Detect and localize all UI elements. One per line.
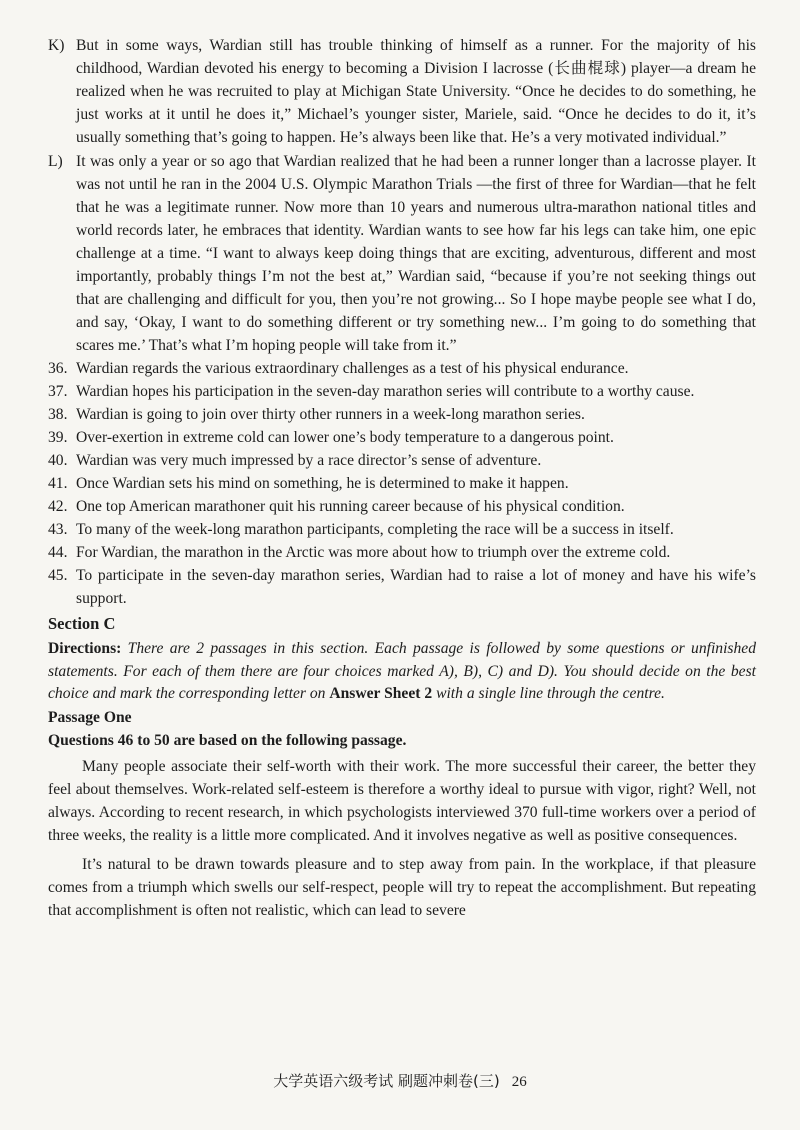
question-text: Wardian regards the various extraordinary challenges as a test of his physical endurance. (76, 360, 629, 377)
passage-paragraph: Many people associate their self-worth with their work. The more successful their career, the better they feel about themselves. Work-related self-esteem is therefore a worthy ideal to pursue with vigor, right? Well, not always. According to recent research, in which psychologists interviewed 370 full-time workers over a period of three weeks, the reality is a little more complicated. And it involves negative as well as positive consequences. (48, 757, 756, 844)
question-text: Over-exertion in extreme cold can lower one’s body temperature to a dangerous point. (76, 429, 614, 446)
question-number: 44. (48, 544, 68, 561)
page-footer (0, 1070, 800, 1091)
answer-sheet-label: Answer Sheet 2 (329, 685, 433, 702)
question-item (48, 518, 756, 541)
question-number: 37. (48, 383, 68, 400)
question-text: To participate in the seven-day marathon series, Wardian had to raise a lot of money and have his wife’s support. (76, 567, 756, 607)
question-text: One top American marathoner quit his running career because of his physical condition. (76, 498, 625, 515)
question-number: 40. (48, 452, 68, 469)
question-item (48, 495, 756, 518)
page-content (48, 34, 756, 928)
page-number: 26 (511, 1074, 527, 1090)
question-number: 45. (48, 567, 68, 584)
question-item (48, 357, 756, 380)
directions-label: Directions: (48, 640, 122, 657)
question-text: For Wardian, the marathon in the Arctic was more about how to triumph over the extreme cold. (76, 544, 671, 561)
question-number: 38. (48, 406, 68, 423)
question-item (48, 380, 756, 403)
paragraph-k (48, 34, 756, 149)
directions-text: There are 2 passages in this section. Each passage is followed by some questions or unfinished statements. For each of them there are four choices marked A), B), C) and D). You should decide on the best choice and mark the corresponding letter on (48, 640, 756, 702)
directions-text-end: with a single line through the centre. (432, 685, 665, 702)
paragraph-text: It was only a year or so ago that Wardian realized that he had been a runner longer than a lacrosse player. It was not until he ran in the 2004 U.S. Olympic Marathon Trials —the first of three for Wardian—that he felt that he was a legitimate runner. Now more than 10 years and numerous ultra-marathon national titles and world records later, he embraces that identity. Wardian wants to see how far his legs can take him, one epic challenge at a time. “I want to always keep doing things that are exciting, adventurous, different and most importantly, probably things I’m not the best at,” Wardian said, “because if you’re not seeking things out that are challenging and difficult for you, then you’re not growing... So I hope maybe people see what I do, and say, ‘Okay, I want to do something different or try something new... I’m going to do something that scares me.’ That’s what I’m hoping people will take from it.” (76, 153, 756, 354)
question-item (48, 449, 756, 472)
question-text: Wardian hopes his participation in the seven-day marathon series will contribute to a worthy cause. (76, 383, 695, 400)
section-title: Section C (48, 614, 116, 633)
paragraph-text: But in some ways, Wardian still has trouble thinking of himself as a runner. For the majority of his childhood, Wardian devoted his energy to becoming a Division I lacrosse (长曲棍球) player—a dream he realized when he was recruited to play at Michigan State University. “Once he decides to do something, he just works at it until he does it,” Michael’s younger sister, Mariele, said. “Once he decides to do it, it’s usually something that’s going to happen. He’s always been like that. He’s a very motivated individual.” (76, 37, 756, 146)
paragraph-label: K) (48, 37, 65, 54)
paragraph-label: L) (48, 153, 63, 170)
question-item (48, 472, 756, 495)
passage-paragraph: It’s natural to be drawn towards pleasure and to step away from pain. In the workplace, if that pleasure comes from a triumph which swells our self-respect, people will try to repeat the accomplishment. But repeating that accomplishment is often not realistic, which can lead to severe (48, 855, 756, 919)
question-item (48, 426, 756, 449)
question-number: 42. (48, 498, 68, 515)
passage-title: Passage One (48, 708, 132, 726)
question-number: 36. (48, 360, 68, 377)
question-item (48, 541, 756, 564)
directions (48, 638, 756, 706)
question-text: Wardian is going to join over thirty other runners in a week-long marathon series. (76, 406, 585, 423)
question-item (48, 564, 756, 610)
paragraph-l (48, 150, 756, 357)
question-text: Once Wardian sets his mind on something, he is determined to make it happen. (76, 475, 569, 492)
question-list (48, 357, 756, 610)
questions-heading: Questions 46 to 50 are based on the following passage. (48, 731, 407, 749)
question-number: 41. (48, 475, 68, 492)
question-number: 43. (48, 521, 68, 538)
footer-title: 大学英语六级考试 刷题冲刺卷(三) (273, 1072, 500, 1090)
question-number: 39. (48, 429, 68, 446)
question-text: Wardian was very much impressed by a race director’s sense of adventure. (76, 452, 542, 469)
question-item (48, 403, 756, 426)
question-text: To many of the week-long marathon participants, completing the race will be a success in itself. (76, 521, 674, 538)
